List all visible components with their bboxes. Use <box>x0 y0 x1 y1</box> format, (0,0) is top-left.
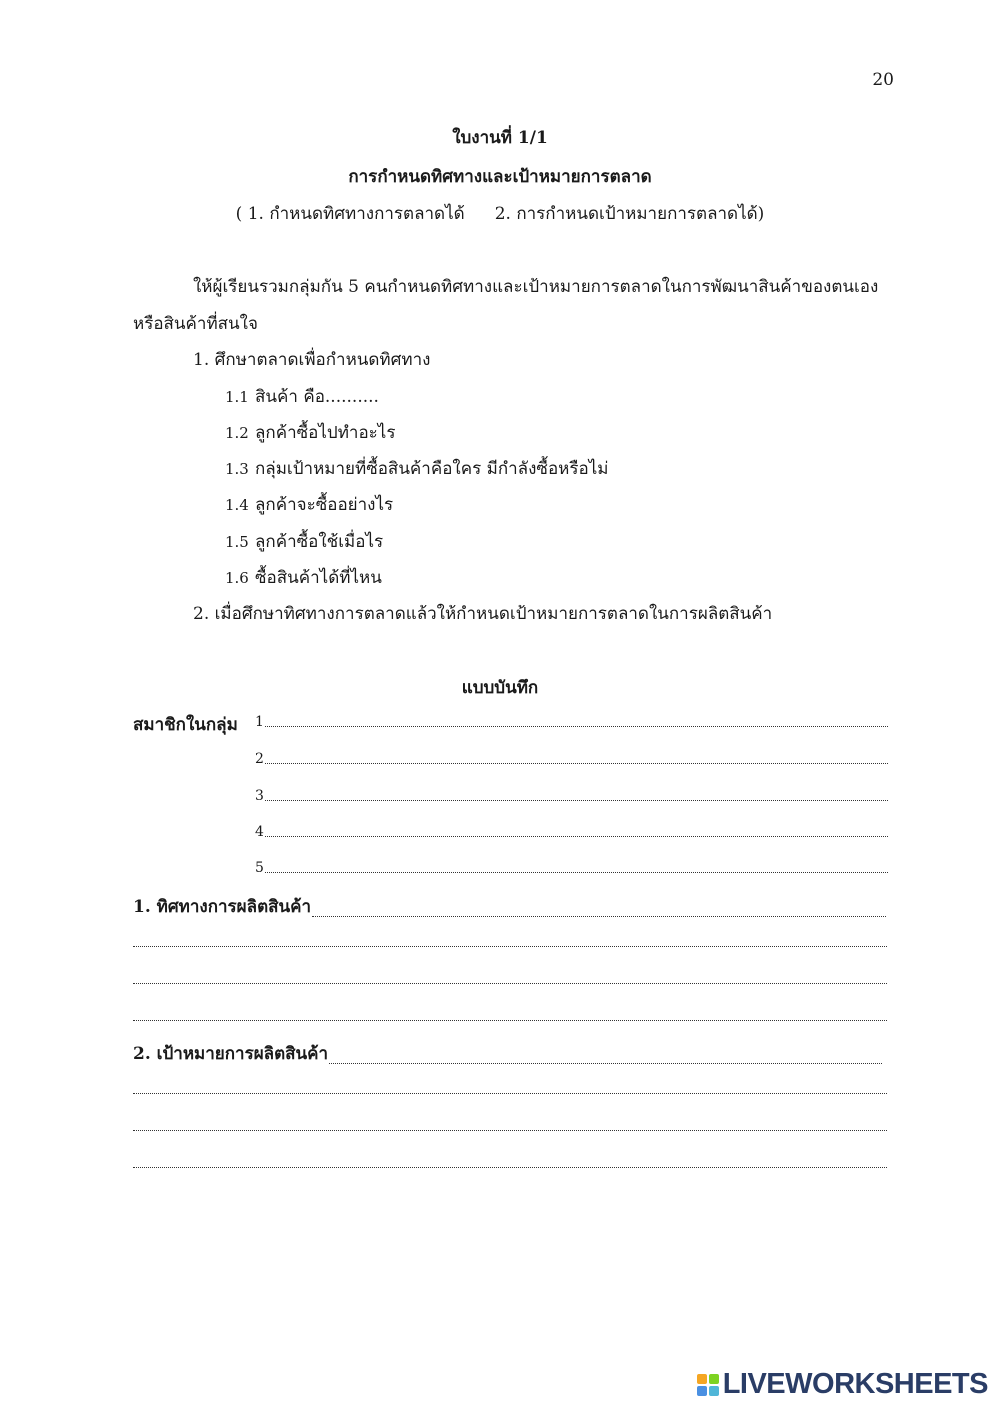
sub-item-text: กลุ่มเป้าหมายที่ซื้อสินค้าคือใคร มีกำลังซื้อหรือไม่ <box>255 459 609 479</box>
sub-item <box>225 491 393 518</box>
member-field-1[interactable] <box>255 714 888 730</box>
logo-square <box>709 1374 719 1384</box>
sub-item-number: 1.4 <box>225 496 249 514</box>
sub-item-number: 1.5 <box>225 533 249 551</box>
page-number: 20 <box>872 70 894 90</box>
q2-answer-field[interactable] <box>133 1040 882 1067</box>
dotted-line <box>265 871 888 873</box>
q1-answer-line[interactable] <box>133 982 887 984</box>
sub-item-text: ลูกค้าซื้อใช้เมื่อไร <box>255 532 384 552</box>
member-number: 3 <box>255 788 264 804</box>
logo-square <box>697 1374 707 1384</box>
sub-item-number: 1.2 <box>225 424 249 442</box>
worksheet-title: ใบงานที่ 1/1 <box>452 128 548 148</box>
sub-item-text: ซื้อสินค้าได้ที่ไหน <box>255 568 382 588</box>
q1-answer-line[interactable] <box>133 945 887 947</box>
record-title: แบบบันทึก <box>461 678 539 698</box>
dotted-line <box>265 762 888 764</box>
objective-2: 2. การกำหนดเป้าหมายการตลาดได้) <box>494 204 765 224</box>
dotted-line <box>329 1062 882 1064</box>
member-number: 5 <box>255 860 264 876</box>
sub-item <box>225 383 379 410</box>
worksheet-subtitle: การกำหนดทิศทางและเป้าหมายการตลาด <box>348 167 652 187</box>
members-label: สมาชิกในกลุ่ม <box>133 715 238 735</box>
q2-label: 2. เป้าหมายการผลิตสินค้า <box>133 1044 329 1064</box>
dotted-line <box>312 915 886 917</box>
q1-answer-line[interactable] <box>133 1019 887 1021</box>
sub-item-number: 1.6 <box>225 569 249 587</box>
dotted-line <box>265 725 888 727</box>
sub-item-text: สินค้า คือ.......... <box>255 387 379 407</box>
instruction-line-1: ให้ผู้เรียนรวมกลุ่มกัน 5 คนกำหนดทิศทางและเป้าหมายการตลาดในการพัฒนาสินค้าของตนเอง <box>193 277 879 297</box>
sub-item-text: ลูกค้าซื้อไปทำอะไร <box>255 423 396 443</box>
member-number: 4 <box>255 824 264 840</box>
member-field-5[interactable] <box>255 860 888 876</box>
liveworksheets-logo <box>697 1368 988 1401</box>
q1-label: 1. ทิศทางการผลิตสินค้า <box>133 897 312 917</box>
dotted-line <box>265 799 888 801</box>
step-2: 2. เมื่อศึกษาทิศทางการตลาดแล้วให้กำหนดเป้าหมายการตลาดในการผลิตสินค้า <box>193 604 773 624</box>
sub-item <box>225 528 383 555</box>
step-1: 1. ศึกษาตลาดเพื่อกำหนดทิศทาง <box>193 350 431 370</box>
q2-answer-line[interactable] <box>133 1166 887 1168</box>
logo-square <box>697 1386 707 1396</box>
member-field-2[interactable] <box>255 751 888 767</box>
sub-item-number: 1.3 <box>225 460 249 478</box>
sub-item-text: ลูกค้าจะซื้ออย่างไร <box>255 495 394 515</box>
member-number: 2 <box>255 751 264 767</box>
logo-icon <box>697 1374 719 1396</box>
member-field-4[interactable] <box>255 824 888 840</box>
objectives <box>0 200 1000 227</box>
q2-answer-line[interactable] <box>133 1092 887 1094</box>
instruction-line-2: หรือสินค้าที่สนใจ <box>133 314 258 334</box>
sub-item <box>225 419 396 446</box>
objective-1: ( 1. กำหนดทิศทางการตลาดได้ <box>235 204 465 224</box>
logo-square <box>709 1386 719 1396</box>
sub-item-number: 1.1 <box>225 388 249 406</box>
q1-answer-field[interactable] <box>133 893 886 920</box>
sub-item <box>225 564 382 591</box>
member-number: 1 <box>255 714 264 730</box>
sub-item <box>225 455 608 482</box>
q2-answer-line[interactable] <box>133 1129 887 1131</box>
dotted-line <box>265 835 888 837</box>
logo-text: LIVEWORKSHEETS <box>722 1368 988 1400</box>
member-field-3[interactable] <box>255 788 888 804</box>
